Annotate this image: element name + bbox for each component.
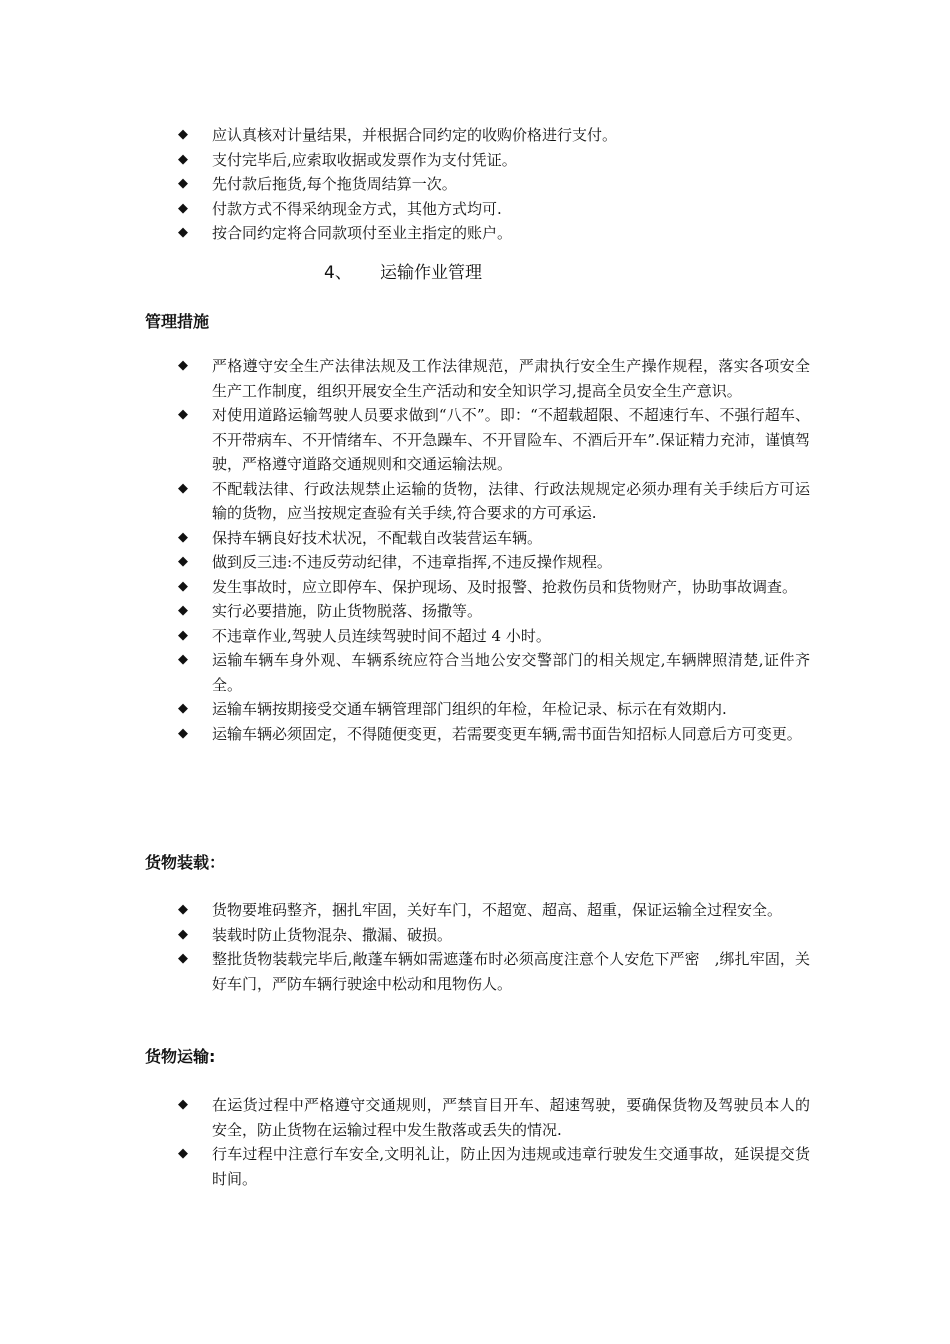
list-item-text: 发生事故时，应立即停车、保护现场、及时报警、抢救伤员和货物财产，协助事故调查。 — [212, 577, 798, 596]
loading-list — [178, 898, 810, 996]
list-item — [178, 599, 810, 624]
list-item-text: 应认真核对计量结果，并根据合同约定的收购价格进行支付。 — [212, 126, 618, 144]
diamond-bullet-icon: ◆ — [178, 225, 188, 240]
list-item — [178, 403, 810, 477]
list-item-text: 在运货过程中严格遵守交通规则，严禁盲目开车、超速驾驶，要确保货物及驾驶员本人的安全，防止货物在运输过程中发生散落或丢失的情况. — [212, 1096, 810, 1139]
diamond-bullet-icon: ◆ — [178, 926, 188, 942]
diamond-bullet-icon: ◆ — [178, 725, 188, 741]
list-item — [178, 354, 810, 403]
loading-heading: 货物装载： — [145, 853, 226, 872]
list-item-text: 支付完毕后,应索取收据或发票作为支付凭证。 — [212, 150, 517, 169]
list-item — [178, 575, 810, 600]
section-number: 4、 — [324, 263, 352, 283]
list-item — [178, 898, 810, 923]
list-item-text: 先付款后拖货,每个拖货周结算一次。 — [212, 175, 457, 193]
list-item — [178, 923, 810, 948]
list-item — [178, 221, 810, 246]
diamond-bullet-icon: ◆ — [178, 902, 188, 917]
diamond-bullet-icon: ◆ — [178, 554, 188, 569]
list-item-text: 行车过程中注意行车安全,文明礼让，防止因为违规或违章行驶发生交通事故，延误提交货时间。 — [212, 1145, 810, 1188]
diamond-bullet-icon: ◆ — [178, 951, 188, 966]
list-item-text: 货物要堆码整齐，捆扎牢固，关好车门，不超宽、超高、超重，保证运输全过程安全。 — [212, 901, 783, 919]
list-item-text: 按合同约定将合同款项付至业主指定的账户。 — [212, 224, 513, 242]
list-item — [178, 648, 810, 697]
diamond-bullet-icon: ◆ — [178, 652, 188, 667]
list-item-text: 保持车辆良好技术状况，不配载自改装营运车辆。 — [212, 528, 543, 547]
section-title-text: 运输作业管理 — [380, 263, 482, 283]
list-item-text: 做到反三违:不违反劳动纪律，不违章指挥,不违反操作规程。 — [212, 553, 612, 571]
diamond-bullet-icon: ◆ — [178, 151, 188, 167]
diamond-bullet-icon: ◆ — [178, 200, 188, 216]
list-item — [178, 722, 810, 747]
list-item — [178, 947, 810, 996]
list-item — [178, 1142, 810, 1191]
list-item — [178, 550, 810, 575]
list-item-text: 实行必要措施，防止货物脱落、扬撒等。 — [212, 602, 483, 620]
list-item — [178, 526, 810, 551]
transport-list — [178, 1093, 810, 1191]
list-item — [178, 197, 810, 222]
list-item-text: 运输车辆车身外观、车辆系统应符合当地公安交警部门的相关规定,车辆牌照清楚,证件齐全。 — [212, 651, 810, 694]
list-item — [178, 1093, 810, 1142]
diamond-bullet-icon: ◆ — [178, 529, 188, 545]
list-item — [178, 624, 810, 649]
list-item-text: 不违章作业,驾驶人员连续驾驶时间不超过 4 小时。 — [212, 626, 551, 645]
diamond-bullet-icon: ◆ — [178, 407, 188, 422]
diamond-bullet-icon: ◆ — [178, 578, 188, 594]
list-item-text: 对使用道路运输驾驶人员要求做到“八不”。即：“不超载超限、不超速行车、不强行超车、不开带病车、不开情绪车、不开急躁车、不开冒险车、不酒后开车”.保证精力充沛，谨慎驾驶，严格遵守道路交通规则和交通运输法规。 — [212, 406, 810, 473]
transport-heading: 货物运输: — [145, 1047, 216, 1066]
management-heading: 管理措施 — [145, 312, 210, 331]
list-item-text: 运输车辆按期接受交通车辆管理部门组织的年检，年检记录、标示在有效期内. — [212, 700, 727, 718]
list-item-text: 严格遵守安全生产法律法规及工作法律规范，严肃执行安全生产操作规程，落实各项安全生产工作制度，组织开展安全生产活动和安全知识学习,提高全员安全生产意识。 — [212, 357, 810, 400]
diamond-bullet-icon: ◆ — [178, 176, 188, 191]
section-title — [324, 260, 482, 286]
diamond-bullet-icon: ◆ — [178, 627, 188, 643]
payment-list — [178, 123, 810, 246]
list-item — [178, 123, 810, 148]
list-item — [178, 477, 810, 526]
management-list — [178, 354, 810, 746]
diamond-bullet-icon: ◆ — [178, 1146, 188, 1161]
list-item-text: 运输车辆必须固定，不得随便变更，若需要变更车辆,需书面告知招标人同意后方可变更。 — [212, 724, 802, 743]
diamond-bullet-icon: ◆ — [178, 127, 188, 142]
list-item-text: 整批货物装载完毕后,敞蓬车辆如需遮蓬布时必须高度注意个人安危下严密 ,绑扎牢固，关好车门，严防车辆行驶途中松动和甩物伤人。 — [212, 950, 810, 993]
list-item-text: 付款方式不得采纳现金方式，其他方式均可. — [212, 199, 502, 218]
diamond-bullet-icon: ◆ — [178, 358, 188, 373]
list-item-text: 装载时防止货物混杂、撒漏、破损。 — [212, 925, 453, 944]
diamond-bullet-icon: ◆ — [178, 701, 188, 716]
list-item — [178, 172, 810, 197]
list-item-text: 不配载法律、行政法规禁止运输的货物，法律、行政法规规定必须办理有关手续后方可运输的货物，应当按规定查验有关手续,符合要求的方可承运. — [212, 479, 810, 522]
list-item — [178, 697, 810, 722]
diamond-bullet-icon: ◆ — [178, 1097, 188, 1112]
diamond-bullet-icon: ◆ — [178, 480, 188, 496]
diamond-bullet-icon: ◆ — [178, 603, 188, 618]
list-item — [178, 148, 810, 173]
